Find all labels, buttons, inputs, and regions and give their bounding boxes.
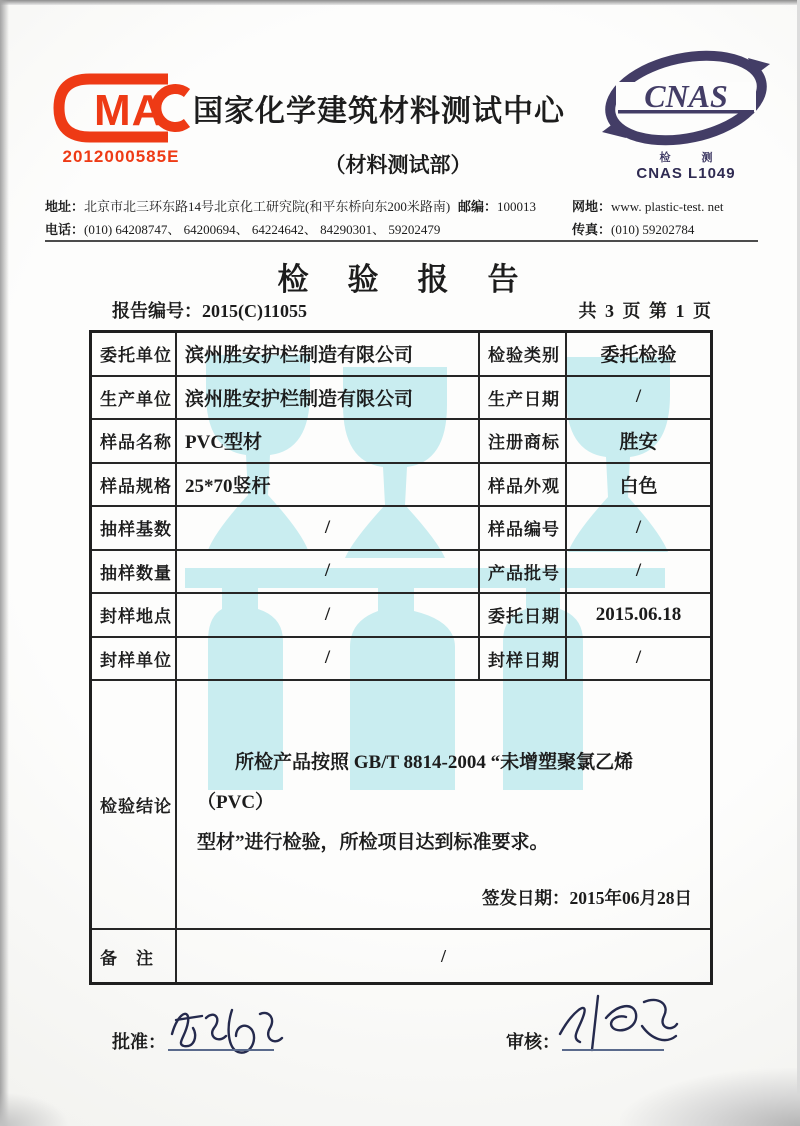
table-value: / (177, 507, 480, 551)
address: 地址：北京市北三环东路14号北京化工研究院(和平东桥向东200米路南) (45, 199, 451, 214)
conclusion-cell (177, 681, 710, 930)
contact-line-1 (45, 196, 760, 215)
table-label: 抽样数量 (92, 551, 177, 595)
table-value: 滨州胜安护栏制造有限公司 (177, 377, 480, 421)
report-table (89, 330, 713, 985)
table-value: 白色 (567, 464, 710, 508)
conclusion-line-2: 型材”进行检验，所检项目达到标准要求。 (197, 832, 549, 853)
table-label: 委托日期 (480, 594, 567, 638)
svg-text:MA: MA (94, 86, 165, 135)
website: 网地：www. plastic-test. net (572, 199, 724, 214)
table-label: 封样日期 (480, 638, 567, 682)
cnas-mark-text: 检 测 (659, 152, 723, 164)
table-label: 生产日期 (480, 377, 567, 421)
issue-date: 签发日期：2015年06月28日 (482, 888, 692, 908)
header-divider (45, 240, 758, 242)
review-label: 审核： (506, 1032, 560, 1052)
table-label: 样品编号 (480, 507, 567, 551)
table-value: / (567, 638, 710, 682)
page-curl-bottom-right (620, 1068, 800, 1126)
table-value: 胜安 (567, 420, 710, 464)
table-value: 2015.06.18 (567, 594, 710, 638)
table-value: / (567, 507, 710, 551)
review-signature (550, 990, 682, 1056)
cnas-accreditation-code: CNAS L1049 (636, 165, 736, 182)
scan-edge-left (0, 0, 9, 1126)
table-value: / (177, 594, 480, 638)
table-label: 样品名称 (92, 420, 177, 464)
table-value: 25*70竖杆 (177, 464, 480, 508)
table-value: / (567, 377, 710, 421)
remark-label: 备 注 (92, 930, 177, 982)
table-value: PVC型材 (177, 420, 480, 464)
table-label: 封样单位 (92, 638, 177, 682)
review-signature-line (562, 1049, 664, 1051)
conclusion-label: 检验结论 (92, 681, 177, 930)
table-value: 委托检验 (567, 333, 710, 377)
cnas-block (600, 50, 772, 182)
svg-text:CNAS: CNAS (644, 78, 728, 114)
org-subtitle: （材料测试部） (324, 153, 472, 177)
report-number: 报告编号：2015(C)11055 (112, 301, 307, 321)
table-value: 滨州胜安护栏制造有限公司 (177, 333, 480, 377)
table-label: 委托单位 (92, 333, 177, 377)
table-value: / (177, 551, 480, 595)
zip: 邮编：100013 (458, 199, 537, 214)
table-label: 样品规格 (92, 464, 177, 508)
remark-value: / (440, 945, 446, 966)
table-label: 检验类别 (480, 333, 567, 377)
cma-logo (50, 68, 192, 148)
fax: 传真：(010) 59202784 (572, 222, 695, 237)
cma-cert-number: 2012000585E (62, 147, 180, 166)
approve-label: 批准： (112, 1032, 166, 1052)
table-label: 注册商标 (480, 420, 567, 464)
page-info: 共 3 页 第 1 页 (578, 301, 713, 321)
table-label: 产品批号 (480, 551, 567, 595)
report-title: 检 验 报 告 (277, 262, 523, 297)
table-value: / (177, 638, 480, 682)
table-label: 样品外观 (480, 464, 567, 508)
approve-signature-line (168, 1049, 274, 1051)
conclusion-line-1: 所检产品按照 GB/T 8814-2004 “未增塑聚氯乙烯（PVC） (197, 752, 634, 813)
table-label: 生产单位 (92, 377, 177, 421)
telephone: 电话：(010) 64208747、 64200694、 64224642、 84290301、 59202479 (45, 222, 441, 237)
table-label: 封样地点 (92, 594, 177, 638)
contact-line-2 (45, 219, 760, 238)
scan-edge-top (0, 0, 800, 5)
page-curl-bottom-left (0, 1092, 70, 1126)
table-label: 抽样基数 (92, 507, 177, 551)
org-title: 国家化学建筑材料测试中心 (193, 95, 565, 128)
cnas-logo (602, 50, 770, 146)
table-value: / (567, 551, 710, 595)
